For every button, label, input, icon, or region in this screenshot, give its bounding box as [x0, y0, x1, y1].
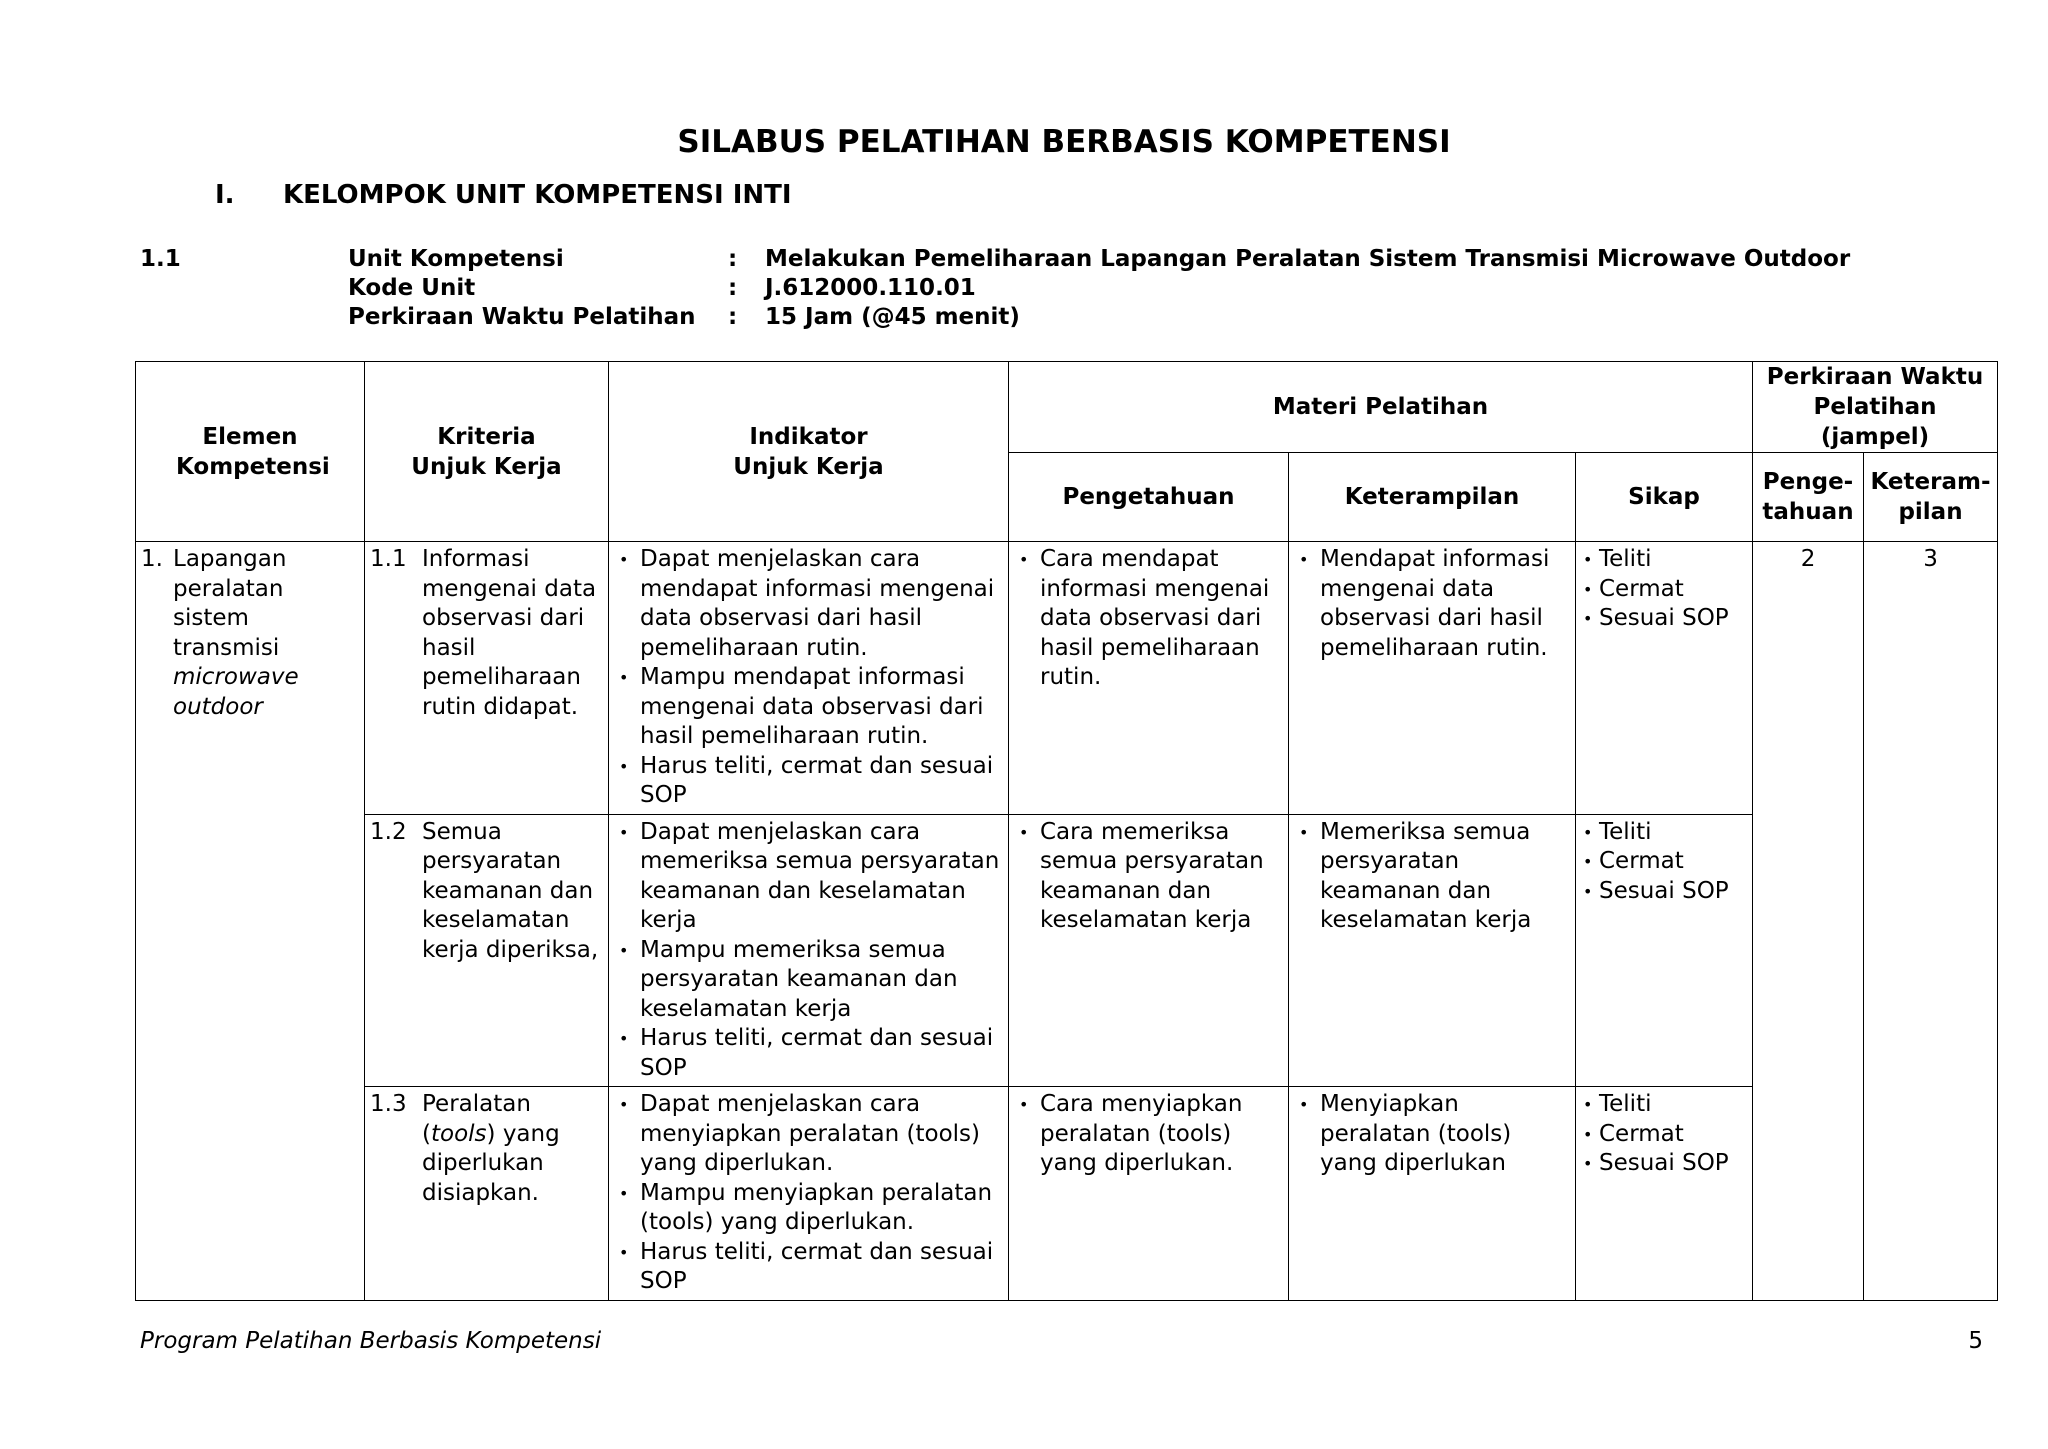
kuk-text: Peralatan (tools) yang diperlukan disiapkan.	[422, 1091, 560, 1206]
header-keterampilan: Keterampilan	[1289, 453, 1576, 542]
syllabus-table	[135, 361, 1998, 1301]
code-label: Kode Unit	[348, 275, 476, 301]
header-elemen: Elemen Kompetensi	[136, 362, 365, 542]
header-waktu-keterampilan: Keteram-pilan	[1864, 453, 1998, 542]
kuk-text: Informasi mengenai data observasi dari hasil pemeliharaan rutin didapat.	[422, 546, 597, 720]
sikap-item: • Cermat	[1581, 1120, 1747, 1150]
elemen-cell	[136, 542, 365, 1301]
pengetahuan-item: • Cara mendapat informasi mengenai data observasi dari hasil pemeliharaan rutin.	[1014, 545, 1283, 693]
kuk-cell	[365, 1087, 609, 1301]
colon: :	[728, 246, 738, 272]
colon: :	[728, 275, 738, 301]
colon: :	[728, 304, 738, 330]
time-value: 15 Jam (@45 menit)	[765, 304, 1020, 330]
header-kriteria: Kriteria Unjuk Kerja	[365, 362, 609, 542]
page-number: 5	[1968, 1328, 1983, 1354]
sikap-item: • Cermat	[1581, 847, 1747, 877]
kuk-number: 1.3	[370, 1091, 407, 1117]
indikator-cell	[609, 542, 1009, 815]
pengetahuan-item: • Cara memeriksa semua persyaratan keamanan dan keselamatan kerja	[1014, 818, 1283, 936]
document-title: SILABUS PELATIHAN BERBASIS KOMPETENSI	[677, 124, 1451, 160]
indikator-item: • Mampu memeriksa semua persyaratan keamanan dan keselamatan kerja	[614, 936, 1003, 1025]
unit-number: 1.1	[140, 246, 181, 272]
keterampilan-item: • Memeriksa semua persyaratan keamanan dan keselamatan kerja	[1294, 818, 1570, 936]
header-sikap: Sikap	[1576, 453, 1753, 542]
sikap-item: • Teliti	[1581, 545, 1747, 575]
indikator-item: • Harus teliti, cermat dan sesuai SOP	[614, 1024, 1003, 1083]
sikap-item: • Sesuai SOP	[1581, 877, 1747, 907]
indikator-item: • Harus teliti, cermat dan sesuai SOP	[614, 752, 1003, 811]
pengetahuan-cell	[1009, 1087, 1289, 1301]
footer-program: Program Pelatihan Berbasis Kompetensi	[140, 1328, 602, 1354]
kuk-cell	[365, 542, 609, 815]
header-indikator: Indikator Unjuk Kerja	[609, 362, 1009, 542]
keterampilan-cell	[1289, 1087, 1576, 1301]
header-materi: Materi Pelatihan	[1009, 362, 1753, 453]
sikap-cell	[1576, 542, 1753, 815]
indikator-item: • Dapat menjelaskan cara memeriksa semua persyaratan keamanan dan keselamatan kerja	[614, 818, 1003, 936]
waktu-pengetahuan-value: 2	[1800, 546, 1816, 572]
indikator-item: • Dapat menjelaskan cara menyiapkan peralatan (tools) yang diperlukan.	[614, 1090, 1003, 1179]
section-label: KELOMPOK UNIT KOMPETENSI INTI	[283, 180, 792, 210]
indikator-cell	[609, 814, 1009, 1087]
header-waktu: Perkiraan Waktu Pelatihan (jampel)	[1753, 362, 1998, 453]
waktu-pengetahuan-cell	[1753, 542, 1864, 1301]
sikap-item: • Sesuai SOP	[1581, 1149, 1747, 1179]
sikap-item: • Teliti	[1581, 818, 1747, 848]
indikator-cell	[609, 1087, 1009, 1301]
pengetahuan-cell	[1009, 814, 1289, 1087]
indikator-item: • Mampu mendapat informasi mengenai data observasi dari hasil pemeliharaan rutin.	[614, 663, 1003, 752]
pengetahuan-cell	[1009, 542, 1289, 815]
kuk-text: Semua persyaratan keamanan dan keselamatan kerja diperiksa,	[422, 818, 599, 963]
section-heading	[215, 180, 792, 210]
header-pengetahuan: Pengetahuan	[1009, 453, 1289, 542]
header-waktu-pengetahuan: Penge-tahuan	[1753, 453, 1864, 542]
indikator-item: • Harus teliti, cermat dan sesuai SOP	[614, 1238, 1003, 1297]
unit-label: Unit Kompetensi	[348, 246, 564, 272]
time-label: Perkiraan Waktu Pelatihan	[348, 304, 696, 330]
waktu-keterampilan-value: 3	[1923, 546, 1938, 572]
kuk-number: 1.1	[370, 546, 407, 572]
elemen-text: Lapangan peralatan sistem transmisi microwave outdoor	[173, 546, 299, 720]
keterampilan-cell	[1289, 542, 1576, 815]
elemen-number: 1.	[141, 546, 163, 572]
sikap-cell	[1576, 814, 1753, 1087]
pengetahuan-item: • Cara menyiapkan peralatan (tools) yang diperlukan.	[1014, 1090, 1283, 1179]
keterampilan-item: • Menyiapkan peralatan (tools) yang diperlukan	[1294, 1090, 1570, 1179]
indikator-item: • Mampu menyiapkan peralatan (tools) yang diperlukan.	[614, 1179, 1003, 1238]
unit-value: Melakukan Pemeliharaan Lapangan Peralatan Sistem Transmisi Microwave Outdoor	[765, 246, 1851, 272]
keterampilan-item: • Mendapat informasi mengenai data observasi dari hasil pemeliharaan rutin.	[1294, 545, 1570, 663]
table-row	[136, 1087, 1998, 1301]
code-value: J.612000.110.01	[765, 275, 976, 301]
keterampilan-cell	[1289, 814, 1576, 1087]
waktu-keterampilan-cell	[1864, 542, 1998, 1301]
section-number: I.	[215, 180, 235, 210]
indikator-item: • Dapat menjelaskan cara mendapat informasi mengenai data observasi dari hasil pemeliharaan rutin.	[614, 545, 1003, 663]
table-row	[136, 542, 1998, 815]
sikap-cell	[1576, 1087, 1753, 1301]
sikap-item: • Sesuai SOP	[1581, 604, 1747, 634]
table-row	[136, 814, 1998, 1087]
kuk-number: 1.2	[370, 818, 407, 845]
sikap-item: • Cermat	[1581, 575, 1747, 605]
sikap-item: • Teliti	[1581, 1090, 1747, 1120]
kuk-cell	[365, 814, 609, 1087]
